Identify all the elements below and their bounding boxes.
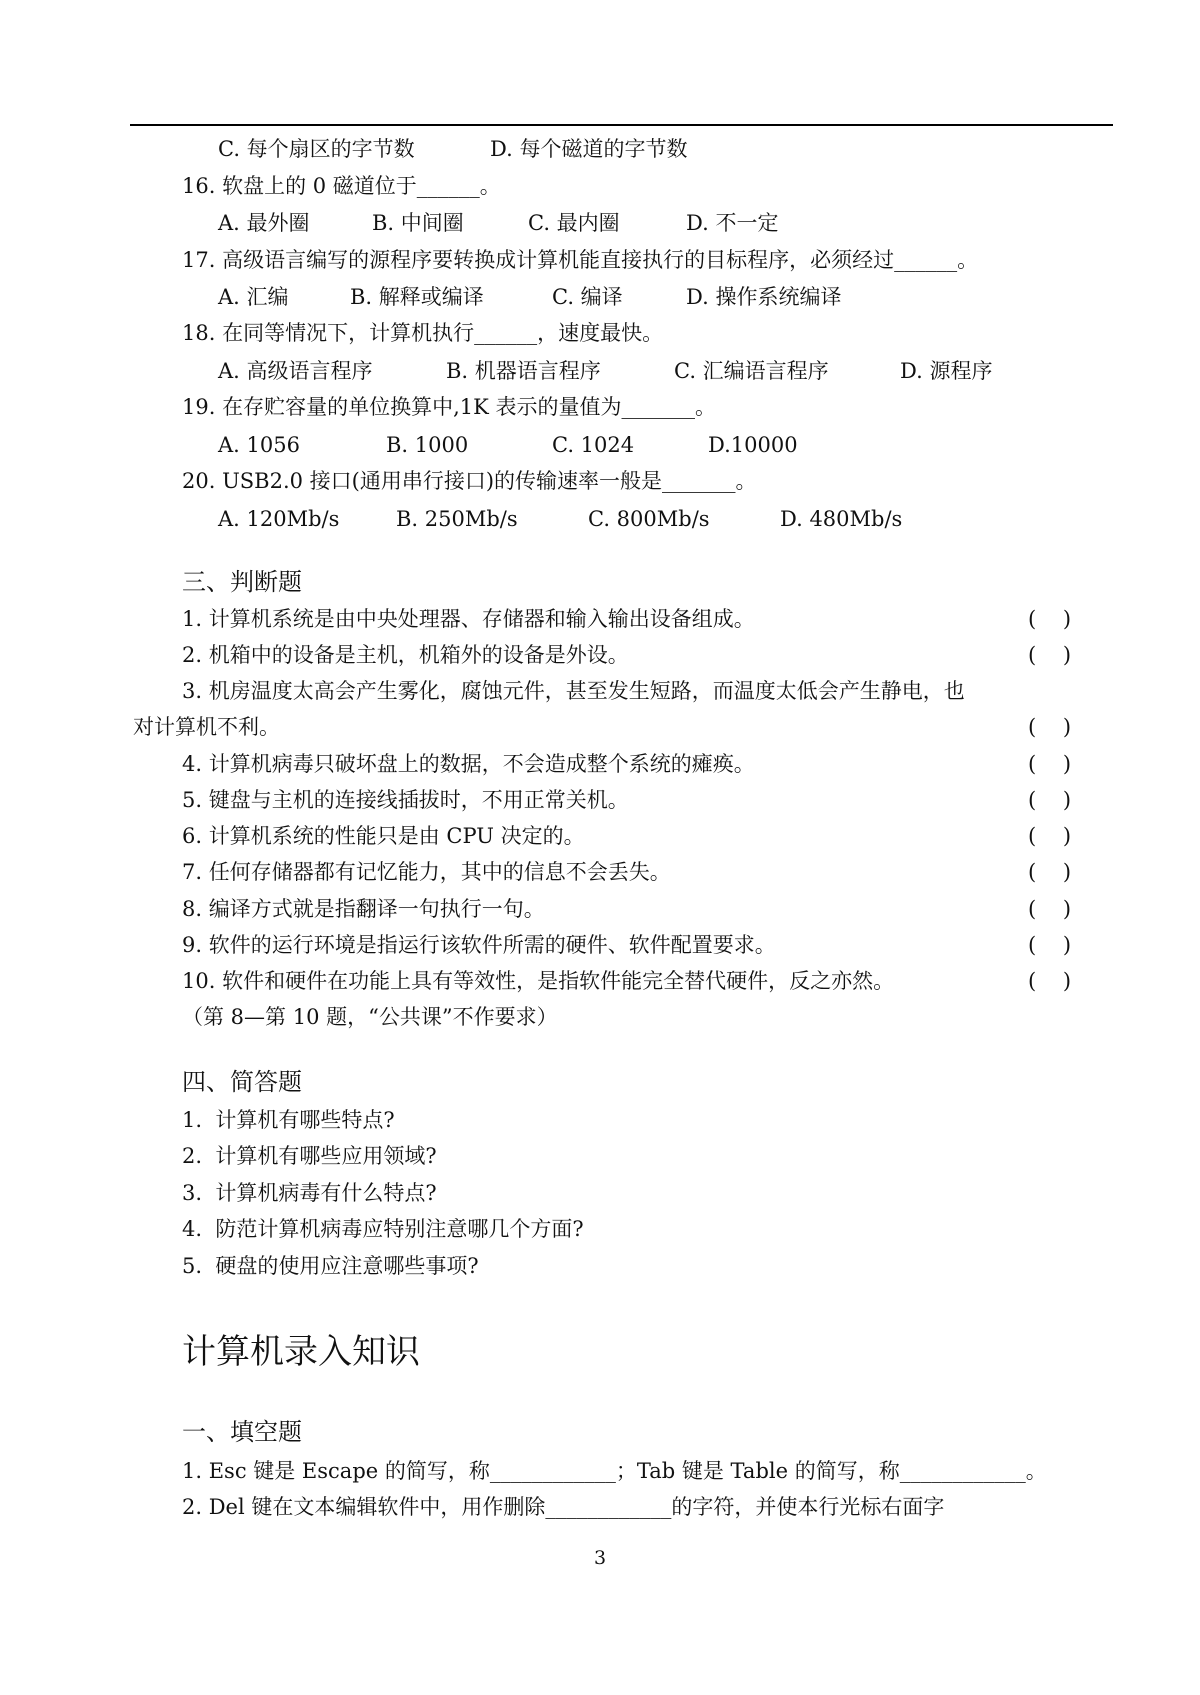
q19-option-d: D.10000 [708, 433, 798, 457]
q17-option-a: A. 汇编 [218, 285, 289, 309]
judge-item-10: 10. 软件和硬件在功能上具有等效性，是指软件能完全替代硬件，反之亦然。 [182, 969, 895, 993]
judge-item-9: 9. 软件的运行环境是指运行该软件所需的硬件、软件配置要求。 [182, 933, 776, 957]
header-rule [130, 124, 1113, 126]
judge-answer-6: ( ) [1028, 824, 1072, 848]
judge-answer-4: ( ) [1028, 752, 1072, 776]
q18-option-d: D. 源程序 [900, 359, 993, 383]
judge-answer-3: ( ) [1028, 715, 1072, 739]
judge-item-2: 2. 机箱中的设备是主机，机箱外的设备是外设。 [182, 643, 629, 667]
judge-item-3-line-1: 3. 机房温度太高会产生雾化，腐蚀元件，甚至发生短路，而温度太低会产生静电，也 [182, 679, 965, 703]
q16-stem: 16. 软盘上的 0 磁道位于______。 [182, 174, 501, 198]
judge-item-6: 6. 计算机系统的性能只是由 CPU 决定的。 [182, 824, 585, 848]
q15-option-d: D. 每个磁道的字节数 [490, 137, 688, 161]
judge-answer-1: ( ) [1028, 607, 1072, 631]
q16-option-c: C. 最内圈 [528, 211, 620, 235]
q16-option-b: B. 中间圈 [372, 211, 464, 235]
q17-stem: 17. 高级语言编写的源程序要转换成计算机能直接执行的目标程序，必须经过______。 [182, 248, 979, 272]
judge-answer-10: ( ) [1028, 969, 1072, 993]
judge-answer-7: ( ) [1028, 860, 1072, 884]
q18-option-b: B. 机器语言程序 [446, 359, 601, 383]
judge-item-5: 5. 键盘与主机的连接线插拔时，不用正常关机。 [182, 788, 629, 812]
short-answer-item-5: 5. 硬盘的使用应注意哪些事项? [182, 1254, 479, 1278]
q19-option-a: A. 1056 [218, 433, 300, 457]
short-answer-item-4: 4. 防范计算机病毒应特别注意哪几个方面? [182, 1217, 584, 1241]
judge-answer-5: ( ) [1028, 788, 1072, 812]
q17-option-c: C. 编译 [552, 285, 623, 309]
chapter-title: 计算机录入知识 [182, 1332, 420, 1372]
q19-option-c: C. 1024 [552, 433, 635, 457]
q19-option-b: B. 1000 [386, 433, 469, 457]
q17-option-d: D. 操作系统编译 [686, 285, 842, 309]
judge-answer-8: ( ) [1028, 897, 1072, 921]
q20-option-d: D. 480Mb/s [780, 507, 903, 531]
short-answer-item-3: 3. 计算机病毒有什么特点? [182, 1181, 437, 1205]
q20-option-a: A. 120Mb/s [218, 507, 340, 531]
page-number: 3 [593, 1547, 607, 1569]
q18-option-a: A. 高级语言程序 [218, 359, 373, 383]
q20-stem: 20. USB2.0 接口(通用串行接口)的传输速率一般是_______。 [182, 469, 757, 493]
judge-item-4: 4. 计算机病毒只破坏盘上的数据，不会造成整个系统的瘫痪。 [182, 752, 755, 776]
judge-answer-2: ( ) [1028, 643, 1072, 667]
judge-item-8: 8. 编译方式就是指翻译一句执行一句。 [182, 897, 545, 921]
section-title-short-answer: 四、简答题 [182, 1068, 302, 1096]
judge-item-1: 1. 计算机系统是由中央处理器、存储器和输入输出设备组成。 [182, 607, 755, 631]
judge-item-3-line-2: 对计算机不利。 [133, 715, 280, 739]
short-answer-item-1: 1. 计算机有哪些特点? [182, 1108, 395, 1132]
q17-option-b: B. 解释或编译 [350, 285, 484, 309]
q19-stem: 19. 在存贮容量的单位换算中,1K 表示的量值为_______。 [182, 395, 716, 419]
q20-option-b: B. 250Mb/s [396, 507, 518, 531]
q16-option-d: D. 不一定 [686, 211, 779, 235]
section-title-fill-in: 一、填空题 [182, 1418, 302, 1446]
q15-option-c: C. 每个扇区的字节数 [218, 137, 415, 161]
short-answer-item-2: 2. 计算机有哪些应用领域? [182, 1144, 437, 1168]
section-title-judge: 三、判断题 [182, 568, 302, 596]
fill-in-item-1: 1. Esc 键是 Escape 的简写，称____________；Tab 键是 Table 的简写，称____________。 [182, 1459, 1047, 1483]
judge-note: （第 8—第 10 题，“公共课”不作要求） [182, 1005, 558, 1029]
q16-option-a: A. 最外圈 [218, 211, 310, 235]
q18-option-c: C. 汇编语言程序 [674, 359, 829, 383]
q18-stem: 18. 在同等情况下，计算机执行______，速度最快。 [182, 321, 664, 345]
fill-in-item-2: 2. Del 键在文本编辑软件中，用作删除____________的字符，并使本行光标右面字 [182, 1495, 945, 1519]
judge-answer-9: ( ) [1028, 933, 1072, 957]
judge-item-7: 7. 任何存储器都有记忆能力，其中的信息不会丢失。 [182, 860, 671, 884]
q20-option-c: C. 800Mb/s [588, 507, 710, 531]
